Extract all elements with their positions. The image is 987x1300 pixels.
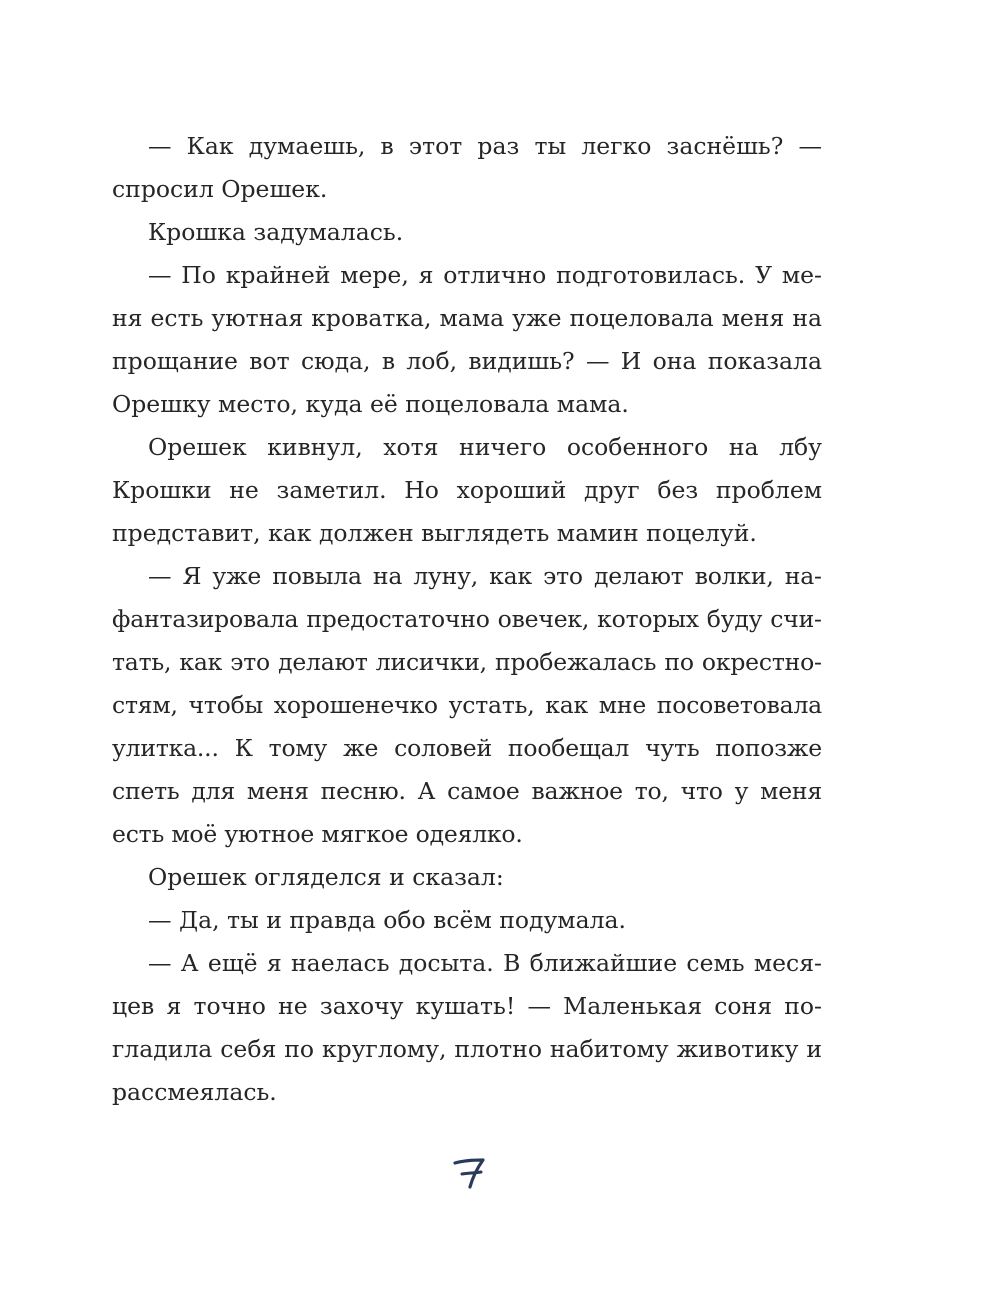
paragraph-6: Орешек огляделся и сказал: bbox=[148, 863, 504, 891]
paragraph-2: Крошка задумалась. bbox=[148, 218, 404, 246]
page-number bbox=[450, 1152, 490, 1192]
paragraph-8: — А ещё я наелась досыта. В ближайшие семь месяцев я точно не захочу кушать! — Маленькая соня погладила себя по круглому, плотно набитому животику и рассмеялась. bbox=[112, 949, 822, 1106]
paragraph-5: — Я уже повыла на луну, как это делают волки, нафантазировала предостаточно овечек, которых буду считать, как это делают лисички, пробежалась по окрестностям, чтобы хорошенечко устать, как мне посоветовала улитка... К тому же соловей пообещал чуть попозже спеть для меня песню. А самое важное то, что у меня есть моё уютное мягкое одеялко. bbox=[112, 562, 822, 848]
paragraph-7: — Да, ты и правда обо всём подумала. bbox=[148, 906, 626, 934]
page-number-glyph bbox=[450, 1152, 490, 1192]
paragraph-3: — По крайней мере, я отлично подготовилась. У меня есть уютная кроватка, мама уже поцеловала меня на прощание вот сюда, в лоб, видишь? — И она показала Орешку место, куда её поцеловала мама. bbox=[112, 261, 822, 418]
page-body bbox=[112, 125, 822, 1114]
paragraph-4: Орешек кивнул, хотя ничего особенного на лбу Крошки не заметил. Но хороший друг без проблем представит, как должен выглядеть мамин поцелуй. bbox=[112, 433, 822, 547]
paragraph-1: — Как думаешь, в этот раз ты легко заснёшь? — спросил Орешек. bbox=[112, 132, 822, 203]
